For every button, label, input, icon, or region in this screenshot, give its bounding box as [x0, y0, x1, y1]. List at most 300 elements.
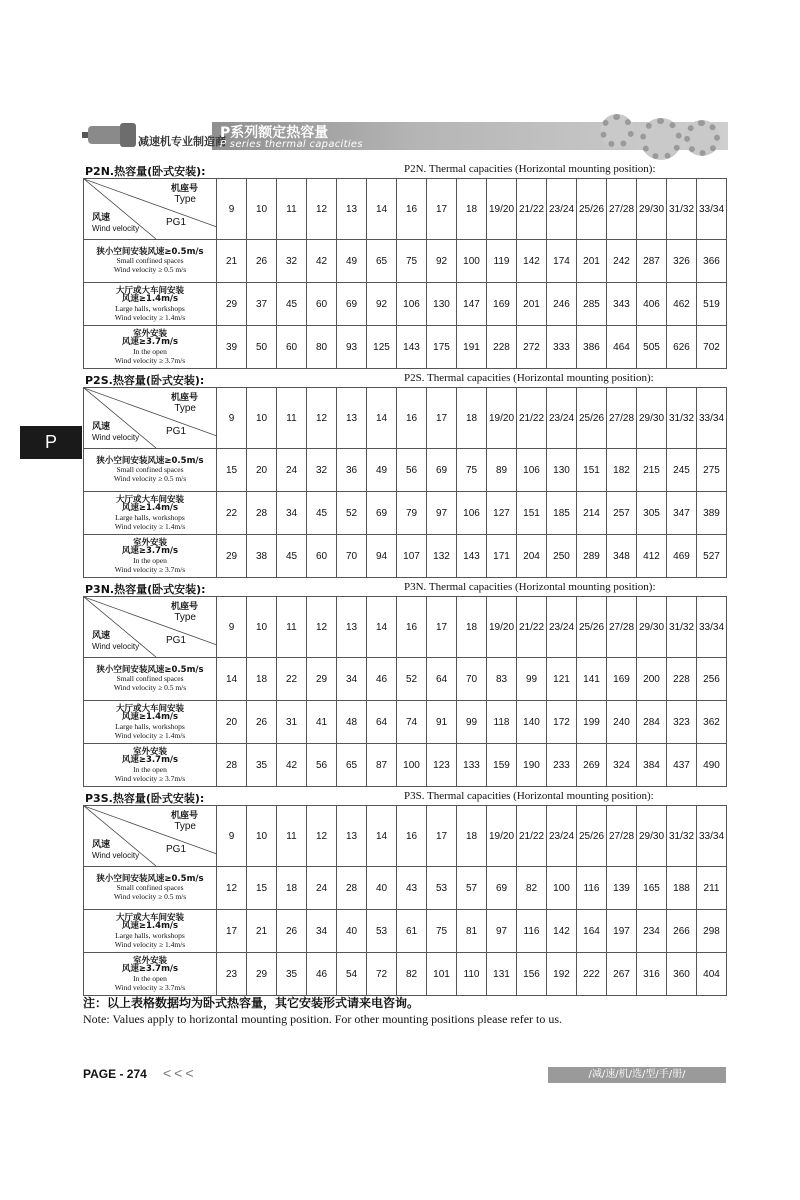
- table-cell: 28: [247, 492, 277, 535]
- table-cell: 28: [217, 744, 247, 787]
- table-cell: 164: [577, 910, 607, 953]
- table-cell: 234: [637, 910, 667, 953]
- size-header: 12: [307, 179, 337, 240]
- size-header: 29/30: [637, 179, 667, 240]
- table-cell: 15: [217, 449, 247, 492]
- page-arrows: <<<: [163, 1065, 197, 1081]
- table-cell: 54: [337, 953, 367, 996]
- row-label-en-1: In the open: [133, 555, 167, 565]
- size-header: 27/28: [607, 179, 637, 240]
- table-cell: 48: [337, 701, 367, 744]
- table-cell: 69: [367, 492, 397, 535]
- row-label-cn: 狭小空间安装风速≥0.5m/s: [96, 455, 204, 466]
- table-cell: 75: [427, 910, 457, 953]
- table-cell: 21: [217, 240, 247, 283]
- table-cell: 42: [277, 744, 307, 787]
- size-header: 10: [247, 179, 277, 240]
- table-cell: 116: [517, 910, 547, 953]
- row-label: [84, 867, 217, 910]
- table-cell: 60: [307, 283, 337, 326]
- row-label-cn-2: 风速≥1.4m/s: [121, 712, 179, 722]
- table-cell: 32: [307, 449, 337, 492]
- wind-label-en: Wind velocity: [92, 433, 140, 442]
- pg-label: PG1: [166, 844, 187, 855]
- table-cell: 240: [607, 701, 637, 744]
- wind-label-cn: 风速: [92, 840, 111, 850]
- gear-reducer-icon: [80, 120, 140, 152]
- table-cell: 60: [277, 326, 307, 369]
- table-cell: 40: [337, 910, 367, 953]
- table-cell: 287: [637, 240, 667, 283]
- table-cell: 99: [457, 701, 487, 744]
- table-cell: 83: [487, 658, 517, 701]
- table-cell: 28: [337, 867, 367, 910]
- size-header: 19/20: [487, 179, 517, 240]
- table-cell: 80: [307, 326, 337, 369]
- table-cell: 49: [337, 240, 367, 283]
- table-cell: 106: [517, 449, 547, 492]
- table-header-row: [84, 806, 727, 867]
- table-cell: 127: [487, 492, 517, 535]
- row-label-en-2: Wind velocity ≥ 3.7m/s: [114, 564, 186, 574]
- size-header: 18: [457, 806, 487, 867]
- table-cell: 69: [337, 283, 367, 326]
- row-label-en-1: Large halls, workshops: [115, 512, 185, 522]
- table-cell: 92: [367, 283, 397, 326]
- size-header: 9: [217, 388, 247, 449]
- table-cell: 79: [397, 492, 427, 535]
- table-cell: 61: [397, 910, 427, 953]
- table-cell: 199: [577, 701, 607, 744]
- size-header: 11: [277, 806, 307, 867]
- table-cell: 347: [667, 492, 697, 535]
- size-header: 12: [307, 597, 337, 658]
- table-cell: 228: [487, 326, 517, 369]
- size-header: 16: [397, 179, 427, 240]
- row-label-en-2: Wind velocity ≥ 1.4m/s: [114, 312, 186, 322]
- table-row: [84, 701, 727, 744]
- size-header: 9: [217, 179, 247, 240]
- table-cell: 36: [337, 449, 367, 492]
- section-title-cn: P2S.热容量(卧式安装):: [85, 374, 205, 387]
- table-cell: 31: [277, 701, 307, 744]
- table-cell: 298: [697, 910, 727, 953]
- table-cell: 106: [457, 492, 487, 535]
- row-label-cn-2: 风速≥1.4m/s: [121, 921, 179, 931]
- row-label-cn: 室外安装: [132, 746, 167, 757]
- table-cell: 43: [397, 867, 427, 910]
- table-cell: 69: [427, 449, 457, 492]
- row-label-en-2: Wind velocity ≥ 0.5 m/s: [113, 265, 187, 275]
- table-cell: 156: [517, 953, 547, 996]
- section-title-en: P3N. Thermal capacities (Horizontal mounting position):: [404, 581, 656, 593]
- table-cell: 64: [427, 658, 457, 701]
- size-header: 9: [217, 597, 247, 658]
- table-cell: 26: [247, 701, 277, 744]
- type-label-cn: 机座号: [170, 811, 198, 821]
- table-cell: 38: [247, 535, 277, 578]
- table-cell: 406: [637, 283, 667, 326]
- section-title-en: P2S. Thermal capacities (Horizontal mounting position):: [404, 372, 654, 384]
- table-cell: 201: [577, 240, 607, 283]
- row-label-en-1: Large halls, workshops: [115, 721, 185, 731]
- table-cell: 462: [667, 283, 697, 326]
- size-header: 11: [277, 388, 307, 449]
- table-cell: 70: [337, 535, 367, 578]
- table-cell: 29: [247, 953, 277, 996]
- size-header: 25/26: [577, 388, 607, 449]
- size-header: 10: [247, 597, 277, 658]
- table-cell: 143: [397, 326, 427, 369]
- table-cell: 272: [517, 326, 547, 369]
- table-cell: 362: [697, 701, 727, 744]
- size-header: 31/32: [667, 179, 697, 240]
- table-cell: 131: [487, 953, 517, 996]
- size-header: 16: [397, 388, 427, 449]
- size-header: 9: [217, 806, 247, 867]
- pg-label: PG1: [166, 635, 187, 646]
- table-cell: 200: [637, 658, 667, 701]
- row-label: [84, 744, 217, 787]
- size-header: 29/30: [637, 806, 667, 867]
- table-cell: 65: [367, 240, 397, 283]
- wind-label-cn: 风速: [92, 631, 111, 641]
- table-cell: 34: [307, 910, 337, 953]
- type-label-en: Type: [174, 821, 196, 832]
- table-cell: 133: [457, 744, 487, 787]
- table-cell: 174: [547, 240, 577, 283]
- size-header: 19/20: [487, 388, 517, 449]
- row-label-en-2: Wind velocity ≥ 0.5 m/s: [113, 474, 187, 484]
- row-label-cn-2: 风速≥3.7m/s: [121, 964, 179, 974]
- table-cell: 214: [577, 492, 607, 535]
- gear-icon: [600, 114, 634, 148]
- table-cell: 18: [277, 867, 307, 910]
- page-subtitle: P series thermal capacities: [220, 139, 363, 150]
- table-cell: 46: [307, 953, 337, 996]
- table-cell: 42: [307, 240, 337, 283]
- table-cell: 119: [487, 240, 517, 283]
- section-heading: [83, 581, 726, 595]
- table-cell: 171: [487, 535, 517, 578]
- size-header: 25/26: [577, 179, 607, 240]
- size-header: 14: [367, 179, 397, 240]
- table-cell: 22: [277, 658, 307, 701]
- table-cell: 99: [517, 658, 547, 701]
- type-label-cn: 机座号: [170, 393, 198, 403]
- table-header-row: [84, 179, 727, 240]
- row-label-en-1: Small confined spaces: [116, 465, 184, 475]
- size-header: 19/20: [487, 806, 517, 867]
- row-label-cn-2: 风速≥3.7m/s: [121, 337, 179, 347]
- table-cell: 70: [457, 658, 487, 701]
- capacity-table: [83, 387, 727, 578]
- size-header: 23/24: [547, 179, 577, 240]
- table-cell: 316: [637, 953, 667, 996]
- table-cell: 100: [397, 744, 427, 787]
- section-heading: [83, 163, 726, 177]
- table-cell: 464: [607, 326, 637, 369]
- table-cell: 626: [667, 326, 697, 369]
- table-cell: 97: [487, 910, 517, 953]
- table-cell: 26: [277, 910, 307, 953]
- size-header: 25/26: [577, 597, 607, 658]
- row-label-en-1: Small confined spaces: [116, 674, 184, 684]
- row-label: [84, 535, 217, 578]
- size-header: 17: [427, 388, 457, 449]
- manual-title: /减/速/机/选/型/手/册/: [548, 1067, 726, 1083]
- section-tab: P: [20, 426, 82, 459]
- row-label-en-2: Wind velocity ≥ 1.4m/s: [114, 939, 186, 949]
- table-cell: 45: [277, 535, 307, 578]
- table-header-row: [84, 597, 727, 658]
- table-cell: 366: [697, 240, 727, 283]
- section-title-en: P2N. Thermal capacities (Horizontal mounting position):: [404, 163, 656, 175]
- table-cell: 130: [547, 449, 577, 492]
- table-cell: 12: [217, 867, 247, 910]
- table-cell: 242: [607, 240, 637, 283]
- brand-text: 减速机专业制造商: [138, 135, 226, 148]
- capacity-section: [83, 581, 726, 783]
- table-cell: 29: [307, 658, 337, 701]
- table-cell: 34: [277, 492, 307, 535]
- size-header: 27/28: [607, 388, 637, 449]
- row-label: [84, 910, 217, 953]
- table-cell: 519: [697, 283, 727, 326]
- pg-label: PG1: [166, 426, 187, 437]
- wind-label-cn: 风速: [92, 213, 111, 223]
- table-cell: 165: [637, 867, 667, 910]
- row-label-en-1: In the open: [133, 346, 167, 356]
- table-cell: 46: [367, 658, 397, 701]
- table-cell: 188: [667, 867, 697, 910]
- row-label-cn-2: 风速≥3.7m/s: [121, 755, 179, 765]
- table-cell: 15: [247, 867, 277, 910]
- size-header: 23/24: [547, 806, 577, 867]
- table-cell: 110: [457, 953, 487, 996]
- table-cell: 191: [457, 326, 487, 369]
- size-header: 25/26: [577, 806, 607, 867]
- table-cell: 386: [577, 326, 607, 369]
- table-row: [84, 953, 727, 996]
- table-cell: 57: [457, 867, 487, 910]
- row-label-en-2: Wind velocity ≥ 1.4m/s: [114, 730, 186, 740]
- table-row: [84, 449, 727, 492]
- table-cell: 246: [547, 283, 577, 326]
- table-cell: 82: [517, 867, 547, 910]
- size-header: 33/34: [697, 388, 727, 449]
- type-label-cn: 机座号: [170, 602, 198, 612]
- table-cell: 412: [637, 535, 667, 578]
- size-header: 31/32: [667, 806, 697, 867]
- table-row: [84, 492, 727, 535]
- capacity-section: [83, 372, 726, 574]
- size-header: 10: [247, 388, 277, 449]
- table-cell: 39: [217, 326, 247, 369]
- size-header: 18: [457, 388, 487, 449]
- size-header: 27/28: [607, 806, 637, 867]
- size-header: 31/32: [667, 597, 697, 658]
- table-cell: 324: [607, 744, 637, 787]
- size-header: 12: [307, 388, 337, 449]
- size-header: 27/28: [607, 597, 637, 658]
- size-header: 33/34: [697, 806, 727, 867]
- size-header: 13: [337, 806, 367, 867]
- note-english: Note: Values apply to horizontal mounting position. For other mounting positions please refer to us.: [83, 1012, 563, 1026]
- table-cell: 175: [427, 326, 457, 369]
- table-cell: 326: [667, 240, 697, 283]
- size-header: 18: [457, 179, 487, 240]
- row-label-cn: 大厅或大车间安装: [115, 494, 184, 505]
- row-label-cn-2: 风速≥1.4m/s: [121, 503, 179, 513]
- table-cell: 384: [637, 744, 667, 787]
- row-label: [84, 701, 217, 744]
- table-cell: 527: [697, 535, 727, 578]
- table-cell: 24: [307, 867, 337, 910]
- type-label-cn: 机座号: [170, 184, 198, 194]
- table-cell: 211: [697, 867, 727, 910]
- table-row: [84, 535, 727, 578]
- table-cell: 23: [217, 953, 247, 996]
- row-label-en-1: Small confined spaces: [116, 256, 184, 266]
- size-header: 19/20: [487, 597, 517, 658]
- table-cell: 22: [217, 492, 247, 535]
- table-cell: 130: [427, 283, 457, 326]
- row-label-cn: 狭小空间安装风速≥0.5m/s: [96, 873, 204, 884]
- table-cell: 222: [577, 953, 607, 996]
- table-cell: 50: [247, 326, 277, 369]
- table-row: [84, 326, 727, 369]
- size-header: 21/22: [517, 179, 547, 240]
- type-label-en: Type: [174, 403, 196, 414]
- table-cell: 256: [697, 658, 727, 701]
- size-header: 23/24: [547, 388, 577, 449]
- table-cell: 125: [367, 326, 397, 369]
- note-chinese: 注：以上表格数据均为卧式热容量，其它安装形式请来电咨询。: [83, 996, 420, 1010]
- table-cell: 250: [547, 535, 577, 578]
- table-cell: 121: [547, 658, 577, 701]
- table-cell: 228: [667, 658, 697, 701]
- section-title-en: P3S. Thermal capacities (Horizontal mounting position):: [404, 790, 654, 802]
- size-header: 31/32: [667, 388, 697, 449]
- table-cell: 20: [247, 449, 277, 492]
- table-corner-cell: [84, 388, 217, 449]
- row-label-cn: 大厅或大车间安装: [115, 703, 184, 714]
- table-cell: 45: [307, 492, 337, 535]
- size-header: 17: [427, 806, 457, 867]
- table-cell: 35: [277, 953, 307, 996]
- capacity-table: [83, 805, 727, 996]
- table-corner-cell: [84, 806, 217, 867]
- table-cell: 143: [457, 535, 487, 578]
- table-cell: 53: [427, 867, 457, 910]
- table-cell: 215: [637, 449, 667, 492]
- table-cell: 257: [607, 492, 637, 535]
- table-cell: 192: [547, 953, 577, 996]
- row-label-en-1: In the open: [133, 973, 167, 983]
- row-label: [84, 449, 217, 492]
- table-cell: 141: [577, 658, 607, 701]
- table-cell: 204: [517, 535, 547, 578]
- table-row: [84, 240, 727, 283]
- table-cell: 269: [577, 744, 607, 787]
- row-label-cn: 室外安装: [132, 955, 167, 966]
- table-cell: 118: [487, 701, 517, 744]
- size-header: 13: [337, 597, 367, 658]
- size-header: 33/34: [697, 179, 727, 240]
- row-label: [84, 953, 217, 996]
- row-label: [84, 492, 217, 535]
- size-header: 12: [307, 806, 337, 867]
- row-label-cn: 室外安装: [132, 328, 167, 339]
- table-cell: 40: [367, 867, 397, 910]
- size-header: 17: [427, 597, 457, 658]
- section-title-cn: P3S.热容量(卧式安装):: [85, 792, 205, 805]
- page-title: P系列额定热容量: [220, 125, 329, 141]
- pg-label: PG1: [166, 217, 187, 228]
- table-cell: 18: [247, 658, 277, 701]
- table-cell: 75: [457, 449, 487, 492]
- row-label-cn: 狭小空间安装风速≥0.5m/s: [96, 246, 204, 257]
- table-cell: 32: [277, 240, 307, 283]
- table-cell: 69: [487, 867, 517, 910]
- table-row: [84, 658, 727, 701]
- table-corner-cell: [84, 179, 217, 240]
- table-cell: 17: [217, 910, 247, 953]
- table-cell: 348: [607, 535, 637, 578]
- table-cell: 107: [397, 535, 427, 578]
- table-cell: 24: [277, 449, 307, 492]
- table-cell: 172: [547, 701, 577, 744]
- size-header: 14: [367, 597, 397, 658]
- table-cell: 275: [697, 449, 727, 492]
- page-number: PAGE - 274: [83, 1067, 147, 1081]
- table-cell: 56: [397, 449, 427, 492]
- section-heading: [83, 790, 726, 804]
- row-label-en-1: Large halls, workshops: [115, 303, 185, 313]
- table-cell: 116: [577, 867, 607, 910]
- row-label-en-1: Small confined spaces: [116, 883, 184, 893]
- row-label-en-2: Wind velocity ≥ 3.7m/s: [114, 355, 186, 365]
- size-header: 23/24: [547, 597, 577, 658]
- wind-label-en: Wind velocity: [92, 224, 140, 233]
- table-cell: 29: [217, 535, 247, 578]
- size-header: 29/30: [637, 597, 667, 658]
- table-cell: 132: [427, 535, 457, 578]
- table-cell: 151: [577, 449, 607, 492]
- table-cell: 245: [667, 449, 697, 492]
- table-cell: 52: [337, 492, 367, 535]
- size-header: 18: [457, 597, 487, 658]
- capacity-section: [83, 790, 726, 992]
- type-label-en: Type: [174, 194, 196, 205]
- row-label-cn: 大厅或大车间安装: [115, 912, 184, 923]
- size-header: 16: [397, 806, 427, 867]
- size-header: 11: [277, 179, 307, 240]
- table-cell: 284: [637, 701, 667, 744]
- table-cell: 267: [607, 953, 637, 996]
- table-cell: 305: [637, 492, 667, 535]
- size-header: 29/30: [637, 388, 667, 449]
- table-cell: 201: [517, 283, 547, 326]
- table-cell: 404: [697, 953, 727, 996]
- row-label-en-2: Wind velocity ≥ 1.4m/s: [114, 521, 186, 531]
- table-cell: 100: [547, 867, 577, 910]
- table-cell: 29: [217, 283, 247, 326]
- wind-label-en: Wind velocity: [92, 851, 140, 860]
- capacity-table: [83, 596, 727, 787]
- capacity-section: [83, 163, 726, 365]
